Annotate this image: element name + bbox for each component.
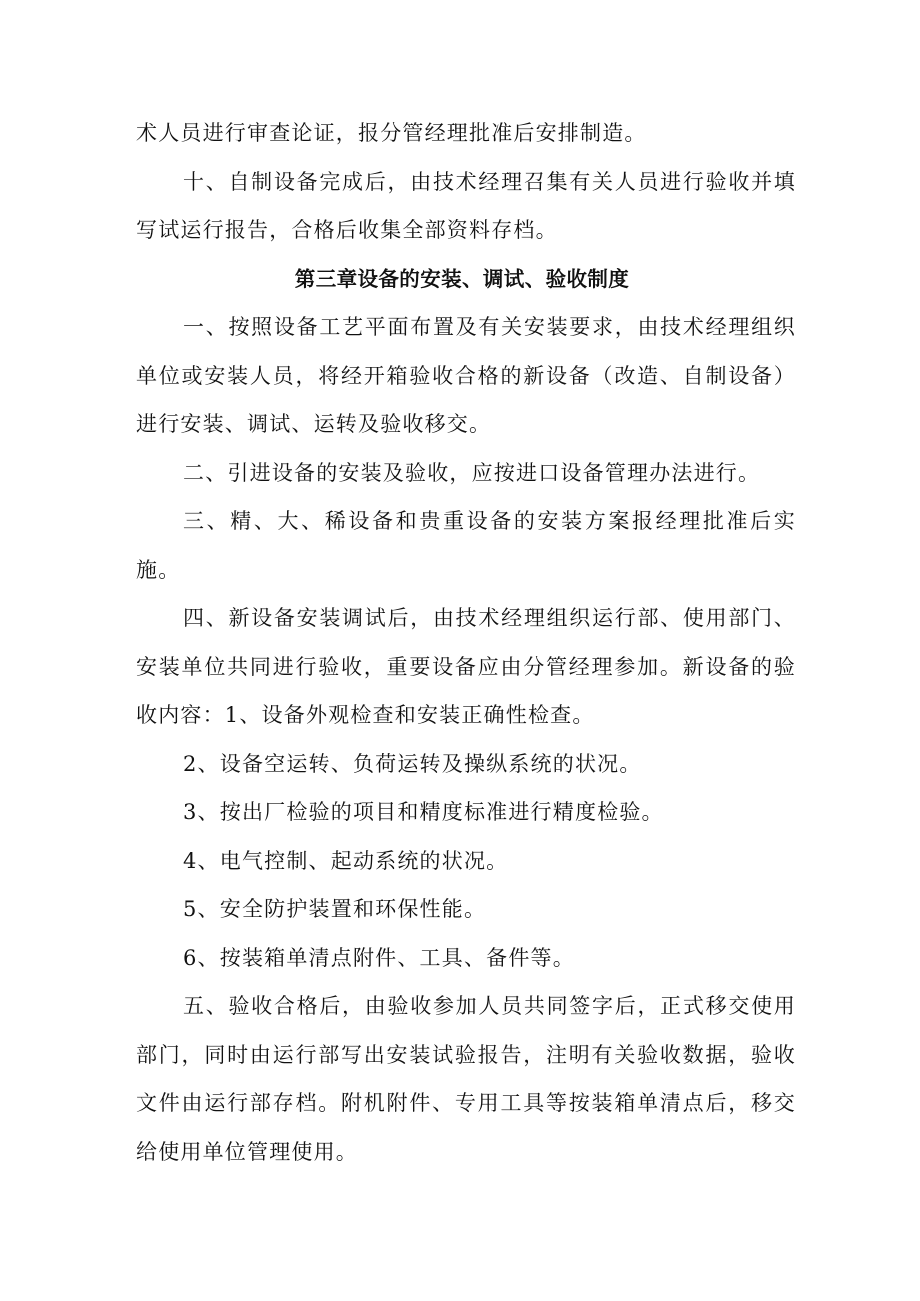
article-five: 五、验收合格后，由验收参加人员共同签字后，正式移交使用部门，同时由运行部写出安装试验报告，注明有关验收数据，验收文件由运行部存档。附机附件、专用工具等按装箱单清点后，移交给使用单位管理使用。 [136, 994, 796, 1164]
acceptance-item-5: 5、安全防护装置和环保性能。 [183, 897, 487, 921]
acceptance-item-2: 2、设备空运转、负荷运转及操纵系统的状况。 [183, 751, 642, 776]
article-two: 二、引进设备的安装及验收，应按进口设备管理办法进行。 [183, 460, 761, 485]
paragraph-continuation: 术人员进行审查论证，报分管经理批准后安排制造。 [136, 121, 647, 145]
article-three: 三、精、大、稀设备和贵重设备的安装方案报经理批准后实施。 [136, 509, 796, 582]
article-one: 一、按照设备工艺平面布置及有关安装要求，由技术经理组织单位或安装人员，将经开箱验收合格的新设备（改造、自制设备）进行安装、调试、运转及验收移交。 [136, 315, 796, 436]
acceptance-item-4: 4、电气控制、起动系统的状况。 [183, 848, 509, 873]
chapter-title: 第三章设备的安装、调试、验收制度 [294, 266, 630, 291]
acceptance-item-6: 6、按装箱单清点附件、工具、备件等。 [183, 945, 575, 970]
document-body [136, 109, 796, 1176]
paragraph-item-ten: 十、自制设备完成后，由技术经理召集有关人员进行验收并填写试运行报告，合格后收集全部资料存档。 [136, 169, 796, 242]
article-four: 四、新设备安装调试后，由技术经理组织运行部、使用部门、安装单位共同进行验收，重要设备应由分管经理参加。新设备的验收内容：1、设备外观检查和安装正确性检查。 [136, 606, 796, 727]
acceptance-item-3: 3、按出厂检验的项目和精度标准进行精度检验。 [183, 800, 664, 824]
